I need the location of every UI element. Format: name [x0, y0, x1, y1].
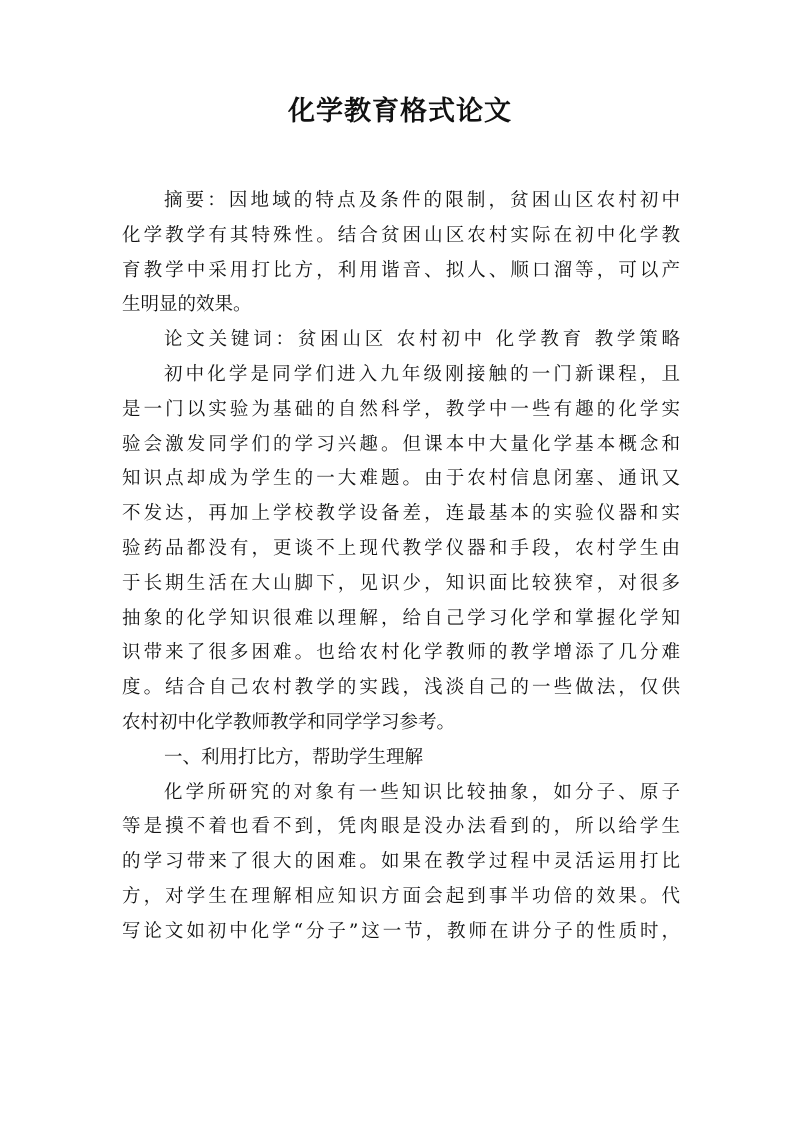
body-text-line: 不发达，再加上学校教学设备差，连最基本的实验仪器和实 [122, 503, 680, 525]
body-text-line: 一、利用打比方，帮助学生理解 [164, 746, 424, 768]
body-text-line: 验会激发同学们的学习兴趣。但课本中大量化学基本概念和 [122, 433, 680, 455]
document-body [122, 184, 680, 950]
body-text-line: 摘要：因地域的特点及条件的限制，贫困山区农村初中 [164, 190, 680, 211]
body-text-line: 化学所研究的对象有一些知识比较抽象，如分子、原子 [164, 781, 680, 803]
body-text-line: 是一门以实验为基础的自然科学，教学中一些有趣的化学实 [122, 398, 680, 420]
body-text-line: 度。结合自己农村教学的实践，浅淡自己的一些做法，仅供 [122, 677, 680, 699]
body-text-line: 验药品都没有，更谈不上现代教学仪器和手段，农村学生由 [122, 537, 680, 559]
body-text-line: 初中化学是同学们进入九年级刚接触的一门新课程，且 [164, 363, 680, 385]
body-text-line: 写论文如初中化学“分子”这一节，教师在讲分子的性质时， [122, 920, 680, 942]
body-text-line: 农村初中化学教师教学和同学学习参考。 [122, 711, 456, 733]
body-text-line: 抽象的化学知识很难以理解，给自己学习化学和掌握化学知 [122, 607, 680, 629]
body-text-line: 的学习带来了很大的困难。如果在教学过程中灵活运用打比 [122, 851, 680, 873]
body-text-line: 论文关键词：贫困山区 农村初中 化学教育 教学策略 [164, 329, 680, 351]
body-text-line: 识带来了很多困难。也给农村化学教师的教学增添了几分难 [122, 642, 680, 664]
body-text-line: 于长期生活在大山脚下，见识少，知识面比较狭窄，对很多 [122, 572, 680, 594]
body-text-line: 育教学中采用打比方，利用谐音、拟人、顺口溜等，可以产 [122, 259, 680, 281]
body-text-line: 方，对学生在理解相应知识方面会起到事半功倍的效果。代 [122, 885, 680, 907]
body-text-line: 知识点却成为学生的一大难题。由于农村信息闭塞、通讯又 [122, 468, 680, 490]
document-title: 化学教育格式论文 [288, 96, 512, 127]
body-text-line: 生明显的效果。 [122, 294, 252, 316]
body-text-line: 化学教学有其特殊性。结合贫困山区农村实际在初中化学教 [122, 224, 680, 246]
body-text-line: 等是摸不着也看不到，凭肉眼是没办法看到的，所以给学生 [122, 816, 680, 838]
